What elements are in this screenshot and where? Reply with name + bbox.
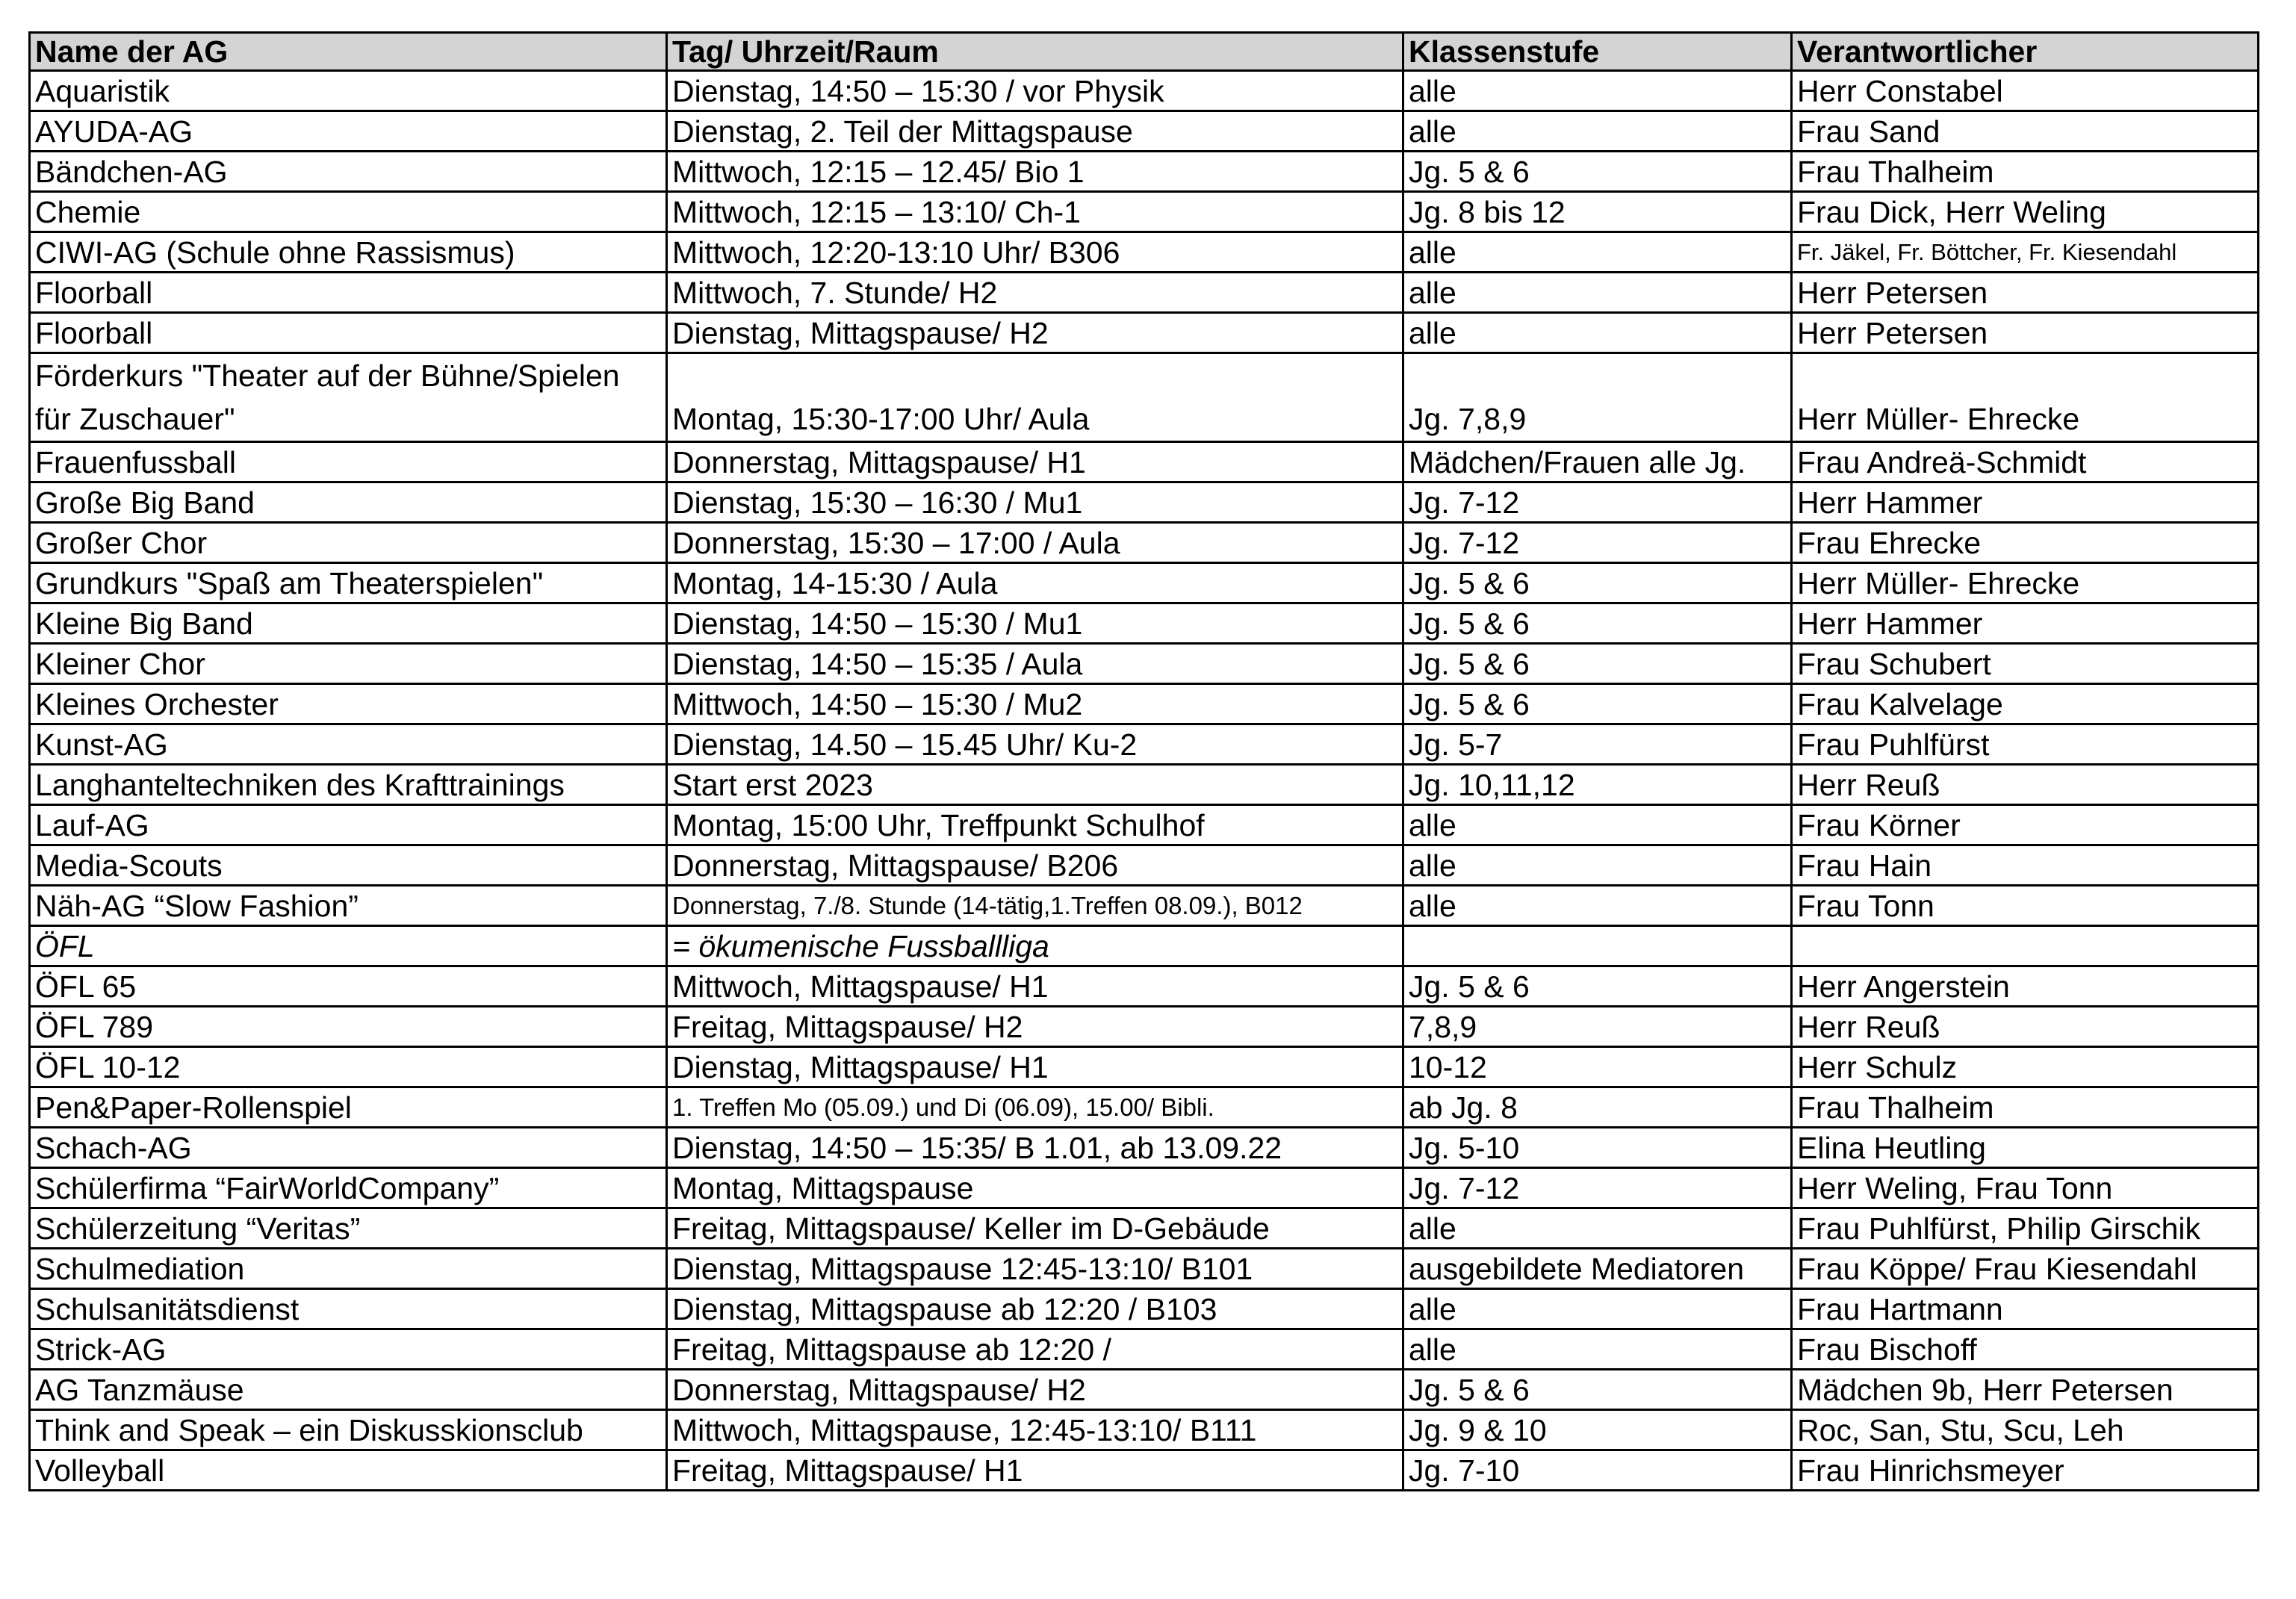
cell-grade-level: Jg. 7,8,9 xyxy=(1403,353,1792,442)
cell-day-time-room: Mittwoch, 12:20-13:10 Uhr/ B306 xyxy=(667,232,1403,273)
cell-grade-level: alle xyxy=(1403,886,1792,926)
cell-responsible: Herr Reuß xyxy=(1792,765,2259,805)
cell-ag-name: AYUDA-AG xyxy=(30,111,667,152)
cell-responsible: Herr Hammer xyxy=(1792,603,2259,644)
cell-day-time-room: Dienstag, Mittagspause ab 12:20 / B103 xyxy=(667,1289,1403,1329)
cell-responsible: Frau Sand xyxy=(1792,111,2259,152)
cell-day-time-room: Dienstag, Mittagspause 12:45-13:10/ B101 xyxy=(667,1249,1403,1289)
cell-ag-name: ÖFL 65 xyxy=(30,966,667,1007)
cell-responsible: Frau Thalheim xyxy=(1792,1087,2259,1128)
table-row xyxy=(30,644,2259,684)
table-row xyxy=(30,805,2259,845)
cell-responsible: Frau Köppe/ Frau Kiesendahl xyxy=(1792,1249,2259,1289)
cell-day-time-room: Montag, Mittagspause xyxy=(667,1168,1403,1208)
cell-responsible: Herr Angerstein xyxy=(1792,966,2259,1007)
cell-grade-level: Jg. 5 & 6 xyxy=(1403,966,1792,1007)
cell-ag-name: Lauf-AG xyxy=(30,805,667,845)
cell-ag-name: Langhanteltechniken des Krafttrainings xyxy=(30,765,667,805)
cell-ag-name: Kleine Big Band xyxy=(30,603,667,644)
table-row xyxy=(30,684,2259,724)
table-row xyxy=(30,966,2259,1007)
cell-grade-level: alle xyxy=(1403,1329,1792,1370)
cell-grade-level: Jg. 5 & 6 xyxy=(1403,603,1792,644)
cell-responsible: Frau Puhlfürst xyxy=(1792,724,2259,765)
table-row xyxy=(30,1450,2259,1491)
cell-ag-name: ÖFL 10-12 xyxy=(30,1047,667,1087)
cell-grade-level: Jg. 5 & 6 xyxy=(1403,1370,1792,1410)
cell-grade-level: Jg. 5 & 6 xyxy=(1403,563,1792,603)
cell-responsible: Herr Müller- Ehrecke xyxy=(1792,563,2259,603)
table-row xyxy=(30,765,2259,805)
cell-responsible: Elina Heutling xyxy=(1792,1128,2259,1168)
cell-responsible: Roc, San, Stu, Scu, Leh xyxy=(1792,1410,2259,1450)
cell-grade-level: Jg. 5-10 xyxy=(1403,1128,1792,1168)
header-day-time-room: Tag/ Uhrzeit/Raum xyxy=(667,33,1403,71)
cell-grade-level: Jg. 7-12 xyxy=(1403,482,1792,523)
cell-responsible: Frau Hinrichsmeyer xyxy=(1792,1450,2259,1491)
table-row xyxy=(30,482,2259,523)
cell-grade-level: Jg. 8 bis 12 xyxy=(1403,192,1792,232)
cell-ag-name: Großer Chor xyxy=(30,523,667,563)
cell-day-time-room: Dienstag, 14:50 – 15:35/ B 1.01, ab 13.09.22 xyxy=(667,1128,1403,1168)
cell-ag-name: Schülerzeitung “Veritas” xyxy=(30,1208,667,1249)
cell-responsible: Fr. Jäkel, Fr. Böttcher, Fr. Kiesendahl xyxy=(1792,232,2259,273)
table-row xyxy=(30,563,2259,603)
cell-responsible: Frau Bischoff xyxy=(1792,1329,2259,1370)
cell-responsible: Frau Thalheim xyxy=(1792,152,2259,192)
table-row xyxy=(30,1007,2259,1047)
cell-day-time-room: Donnerstag, Mittagspause/ B206 xyxy=(667,845,1403,886)
cell-grade-level xyxy=(1403,926,1792,966)
cell-grade-level: Jg. 7-10 xyxy=(1403,1450,1792,1491)
cell-responsible: Mädchen 9b, Herr Petersen xyxy=(1792,1370,2259,1410)
table-header xyxy=(30,33,2259,71)
header-responsible: Verantwortlicher xyxy=(1792,33,2259,71)
cell-day-time-room: Dienstag, 14:50 – 15:30 / vor Physik xyxy=(667,71,1403,111)
cell-responsible: Frau Kalvelage xyxy=(1792,684,2259,724)
cell-ag-name: Kleines Orchester xyxy=(30,684,667,724)
cell-ag-name: ÖFL xyxy=(30,926,667,966)
cell-responsible: Herr Weling, Frau Tonn xyxy=(1792,1168,2259,1208)
header-row xyxy=(30,33,2259,71)
table-row xyxy=(30,724,2259,765)
cell-day-time-room: Dienstag, 14:50 – 15:35 / Aula xyxy=(667,644,1403,684)
cell-ag-name: Schach-AG xyxy=(30,1128,667,1168)
table-row xyxy=(30,1289,2259,1329)
cell-grade-level: Jg. 5-7 xyxy=(1403,724,1792,765)
table-row xyxy=(30,845,2259,886)
cell-ag-name: Schulsanitätsdienst xyxy=(30,1289,667,1329)
cell-day-time-room: Dienstag, 2. Teil der Mittagspause xyxy=(667,111,1403,152)
cell-responsible: Frau Schubert xyxy=(1792,644,2259,684)
cell-day-time-room: Dienstag, Mittagspause/ H1 xyxy=(667,1047,1403,1087)
cell-ag-name: Schulmediation xyxy=(30,1249,667,1289)
cell-responsible: Frau Ehrecke xyxy=(1792,523,2259,563)
cell-ag-name: AG Tanzmäuse xyxy=(30,1370,667,1410)
table-row xyxy=(30,1208,2259,1249)
cell-day-time-room: Mittwoch, Mittagspause/ H1 xyxy=(667,966,1403,1007)
ag-schedule-table xyxy=(28,31,2259,1491)
table-row xyxy=(30,1047,2259,1087)
cell-grade-level: alle xyxy=(1403,71,1792,111)
table-row xyxy=(30,1168,2259,1208)
header-grade-level: Klassenstufe xyxy=(1403,33,1792,71)
table-row xyxy=(30,353,2259,442)
cell-day-time-room: Montag, 15:00 Uhr, Treffpunkt Schulhof xyxy=(667,805,1403,845)
cell-grade-level: alle xyxy=(1403,313,1792,353)
cell-grade-level: Jg. 5 & 6 xyxy=(1403,152,1792,192)
table-row xyxy=(30,313,2259,353)
cell-ag-name: Bändchen-AG xyxy=(30,152,667,192)
cell-grade-level: ab Jg. 8 xyxy=(1403,1087,1792,1128)
table-row xyxy=(30,111,2259,152)
table-row xyxy=(30,1128,2259,1168)
table-row xyxy=(30,273,2259,313)
cell-day-time-room: Donnerstag, Mittagspause/ H2 xyxy=(667,1370,1403,1410)
cell-day-time-room: Dienstag, Mittagspause/ H2 xyxy=(667,313,1403,353)
cell-responsible: Frau Hartmann xyxy=(1792,1289,2259,1329)
cell-day-time-room: Mittwoch, 14:50 – 15:30 / Mu2 xyxy=(667,684,1403,724)
cell-day-time-room: Start erst 2023 xyxy=(667,765,1403,805)
table-row xyxy=(30,232,2259,273)
cell-ag-name: Pen&Paper-Rollenspiel xyxy=(30,1087,667,1128)
cell-responsible: Herr Constabel xyxy=(1792,71,2259,111)
cell-grade-level: ausgebildete Mediatoren xyxy=(1403,1249,1792,1289)
cell-grade-level: Jg. 10,11,12 xyxy=(1403,765,1792,805)
cell-responsible: Frau Tonn xyxy=(1792,886,2259,926)
table-body xyxy=(30,71,2259,1491)
cell-day-time-room: Donnerstag, 7./8. Stunde (14-tätig,1.Treffen 08.09.), B012 xyxy=(667,886,1403,926)
cell-ag-name: ÖFL 789 xyxy=(30,1007,667,1047)
cell-day-time-room: Mittwoch, Mittagspause, 12:45-13:10/ B111 xyxy=(667,1410,1403,1450)
cell-ag-name: Think and Speak – ein Diskusskionsclub xyxy=(30,1410,667,1450)
cell-ag-name: Förderkurs "Theater auf der Bühne/Spielen für Zuschauer" xyxy=(30,353,667,442)
cell-responsible: Frau Hain xyxy=(1792,845,2259,886)
cell-day-time-room: Dienstag, 15:30 – 16:30 / Mu1 xyxy=(667,482,1403,523)
cell-grade-level: 10-12 xyxy=(1403,1047,1792,1087)
cell-responsible: Frau Andreä-Schmidt xyxy=(1792,442,2259,482)
cell-grade-level: Jg. 5 & 6 xyxy=(1403,684,1792,724)
cell-grade-level: alle xyxy=(1403,1289,1792,1329)
cell-responsible: Herr Reuß xyxy=(1792,1007,2259,1047)
cell-responsible: Herr Petersen xyxy=(1792,313,2259,353)
cell-ag-name: Näh-AG “Slow Fashion” xyxy=(30,886,667,926)
cell-responsible: Herr Müller- Ehrecke xyxy=(1792,353,2259,442)
cell-grade-level: Jg. 9 & 10 xyxy=(1403,1410,1792,1450)
cell-responsible: Frau Körner xyxy=(1792,805,2259,845)
cell-ag-name: Schülerfirma “FairWorldCompany” xyxy=(30,1168,667,1208)
table-row xyxy=(30,1370,2259,1410)
table-row xyxy=(30,1249,2259,1289)
cell-day-time-room: = ökumenische Fussballliga xyxy=(667,926,1403,966)
cell-day-time-room: Montag, 15:30-17:00 Uhr/ Aula xyxy=(667,353,1403,442)
cell-day-time-room: Freitag, Mittagspause/ H2 xyxy=(667,1007,1403,1047)
cell-day-time-room: Montag, 14-15:30 / Aula xyxy=(667,563,1403,603)
table-row xyxy=(30,192,2259,232)
cell-day-time-room: Dienstag, 14.50 – 15.45 Uhr/ Ku-2 xyxy=(667,724,1403,765)
cell-responsible: Herr Schulz xyxy=(1792,1047,2259,1087)
table-row xyxy=(30,71,2259,111)
cell-ag-name: Floorball xyxy=(30,273,667,313)
cell-ag-name: Chemie xyxy=(30,192,667,232)
cell-responsible: Herr Hammer xyxy=(1792,482,2259,523)
table-row xyxy=(30,523,2259,563)
cell-responsible: Frau Puhlfürst, Philip Girschik xyxy=(1792,1208,2259,1249)
cell-grade-level: alle xyxy=(1403,805,1792,845)
cell-responsible: Herr Petersen xyxy=(1792,273,2259,313)
cell-day-time-room: Donnerstag, 15:30 – 17:00 / Aula xyxy=(667,523,1403,563)
header-ag-name: Name der AG xyxy=(30,33,667,71)
table-row xyxy=(30,1087,2259,1128)
cell-ag-name: Aquaristik xyxy=(30,71,667,111)
cell-day-time-room: Mittwoch, 12:15 – 13:10/ Ch-1 xyxy=(667,192,1403,232)
cell-day-time-room: Freitag, Mittagspause ab 12:20 / xyxy=(667,1329,1403,1370)
cell-ag-name: Frauenfussball xyxy=(30,442,667,482)
cell-grade-level: alle xyxy=(1403,111,1792,152)
cell-day-time-room: Donnerstag, Mittagspause/ H1 xyxy=(667,442,1403,482)
cell-grade-level: alle xyxy=(1403,232,1792,273)
cell-ag-name: Große Big Band xyxy=(30,482,667,523)
cell-grade-level: Jg. 7-12 xyxy=(1403,1168,1792,1208)
cell-day-time-room: Mittwoch, 12:15 – 12.45/ Bio 1 xyxy=(667,152,1403,192)
cell-day-time-room: Freitag, Mittagspause/ Keller im D-Gebäude xyxy=(667,1208,1403,1249)
cell-grade-level: alle xyxy=(1403,845,1792,886)
cell-ag-name: Media-Scouts xyxy=(30,845,667,886)
table-row xyxy=(30,1329,2259,1370)
cell-grade-level: Mädchen/Frauen alle Jg. xyxy=(1403,442,1792,482)
cell-ag-name: Volleyball xyxy=(30,1450,667,1491)
cell-grade-level: alle xyxy=(1403,1208,1792,1249)
cell-responsible: Frau Dick, Herr Weling xyxy=(1792,192,2259,232)
cell-ag-name: Floorball xyxy=(30,313,667,353)
cell-day-time-room: 1. Treffen Mo (05.09.) und Di (06.09), 15.00/ Bibli. xyxy=(667,1087,1403,1128)
cell-ag-name: Kunst-AG xyxy=(30,724,667,765)
cell-ag-name: Grundkurs "Spaß am Theaterspielen" xyxy=(30,563,667,603)
cell-ag-name: Kleiner Chor xyxy=(30,644,667,684)
cell-ag-name: CIWI-AG (Schule ohne Rassismus) xyxy=(30,232,667,273)
table-row xyxy=(30,1410,2259,1450)
cell-grade-level: alle xyxy=(1403,273,1792,313)
table-row xyxy=(30,926,2259,966)
cell-day-time-room: Freitag, Mittagspause/ H1 xyxy=(667,1450,1403,1491)
cell-day-time-room: Mittwoch, 7. Stunde/ H2 xyxy=(667,273,1403,313)
cell-grade-level: Jg. 5 & 6 xyxy=(1403,644,1792,684)
table-row xyxy=(30,442,2259,482)
table-row xyxy=(30,886,2259,926)
cell-grade-level: 7,8,9 xyxy=(1403,1007,1792,1047)
cell-grade-level: Jg. 7-12 xyxy=(1403,523,1792,563)
table-row xyxy=(30,603,2259,644)
cell-day-time-room: Dienstag, 14:50 – 15:30 / Mu1 xyxy=(667,603,1403,644)
cell-ag-name: Strick-AG xyxy=(30,1329,667,1370)
cell-responsible xyxy=(1792,926,2259,966)
table-row xyxy=(30,152,2259,192)
